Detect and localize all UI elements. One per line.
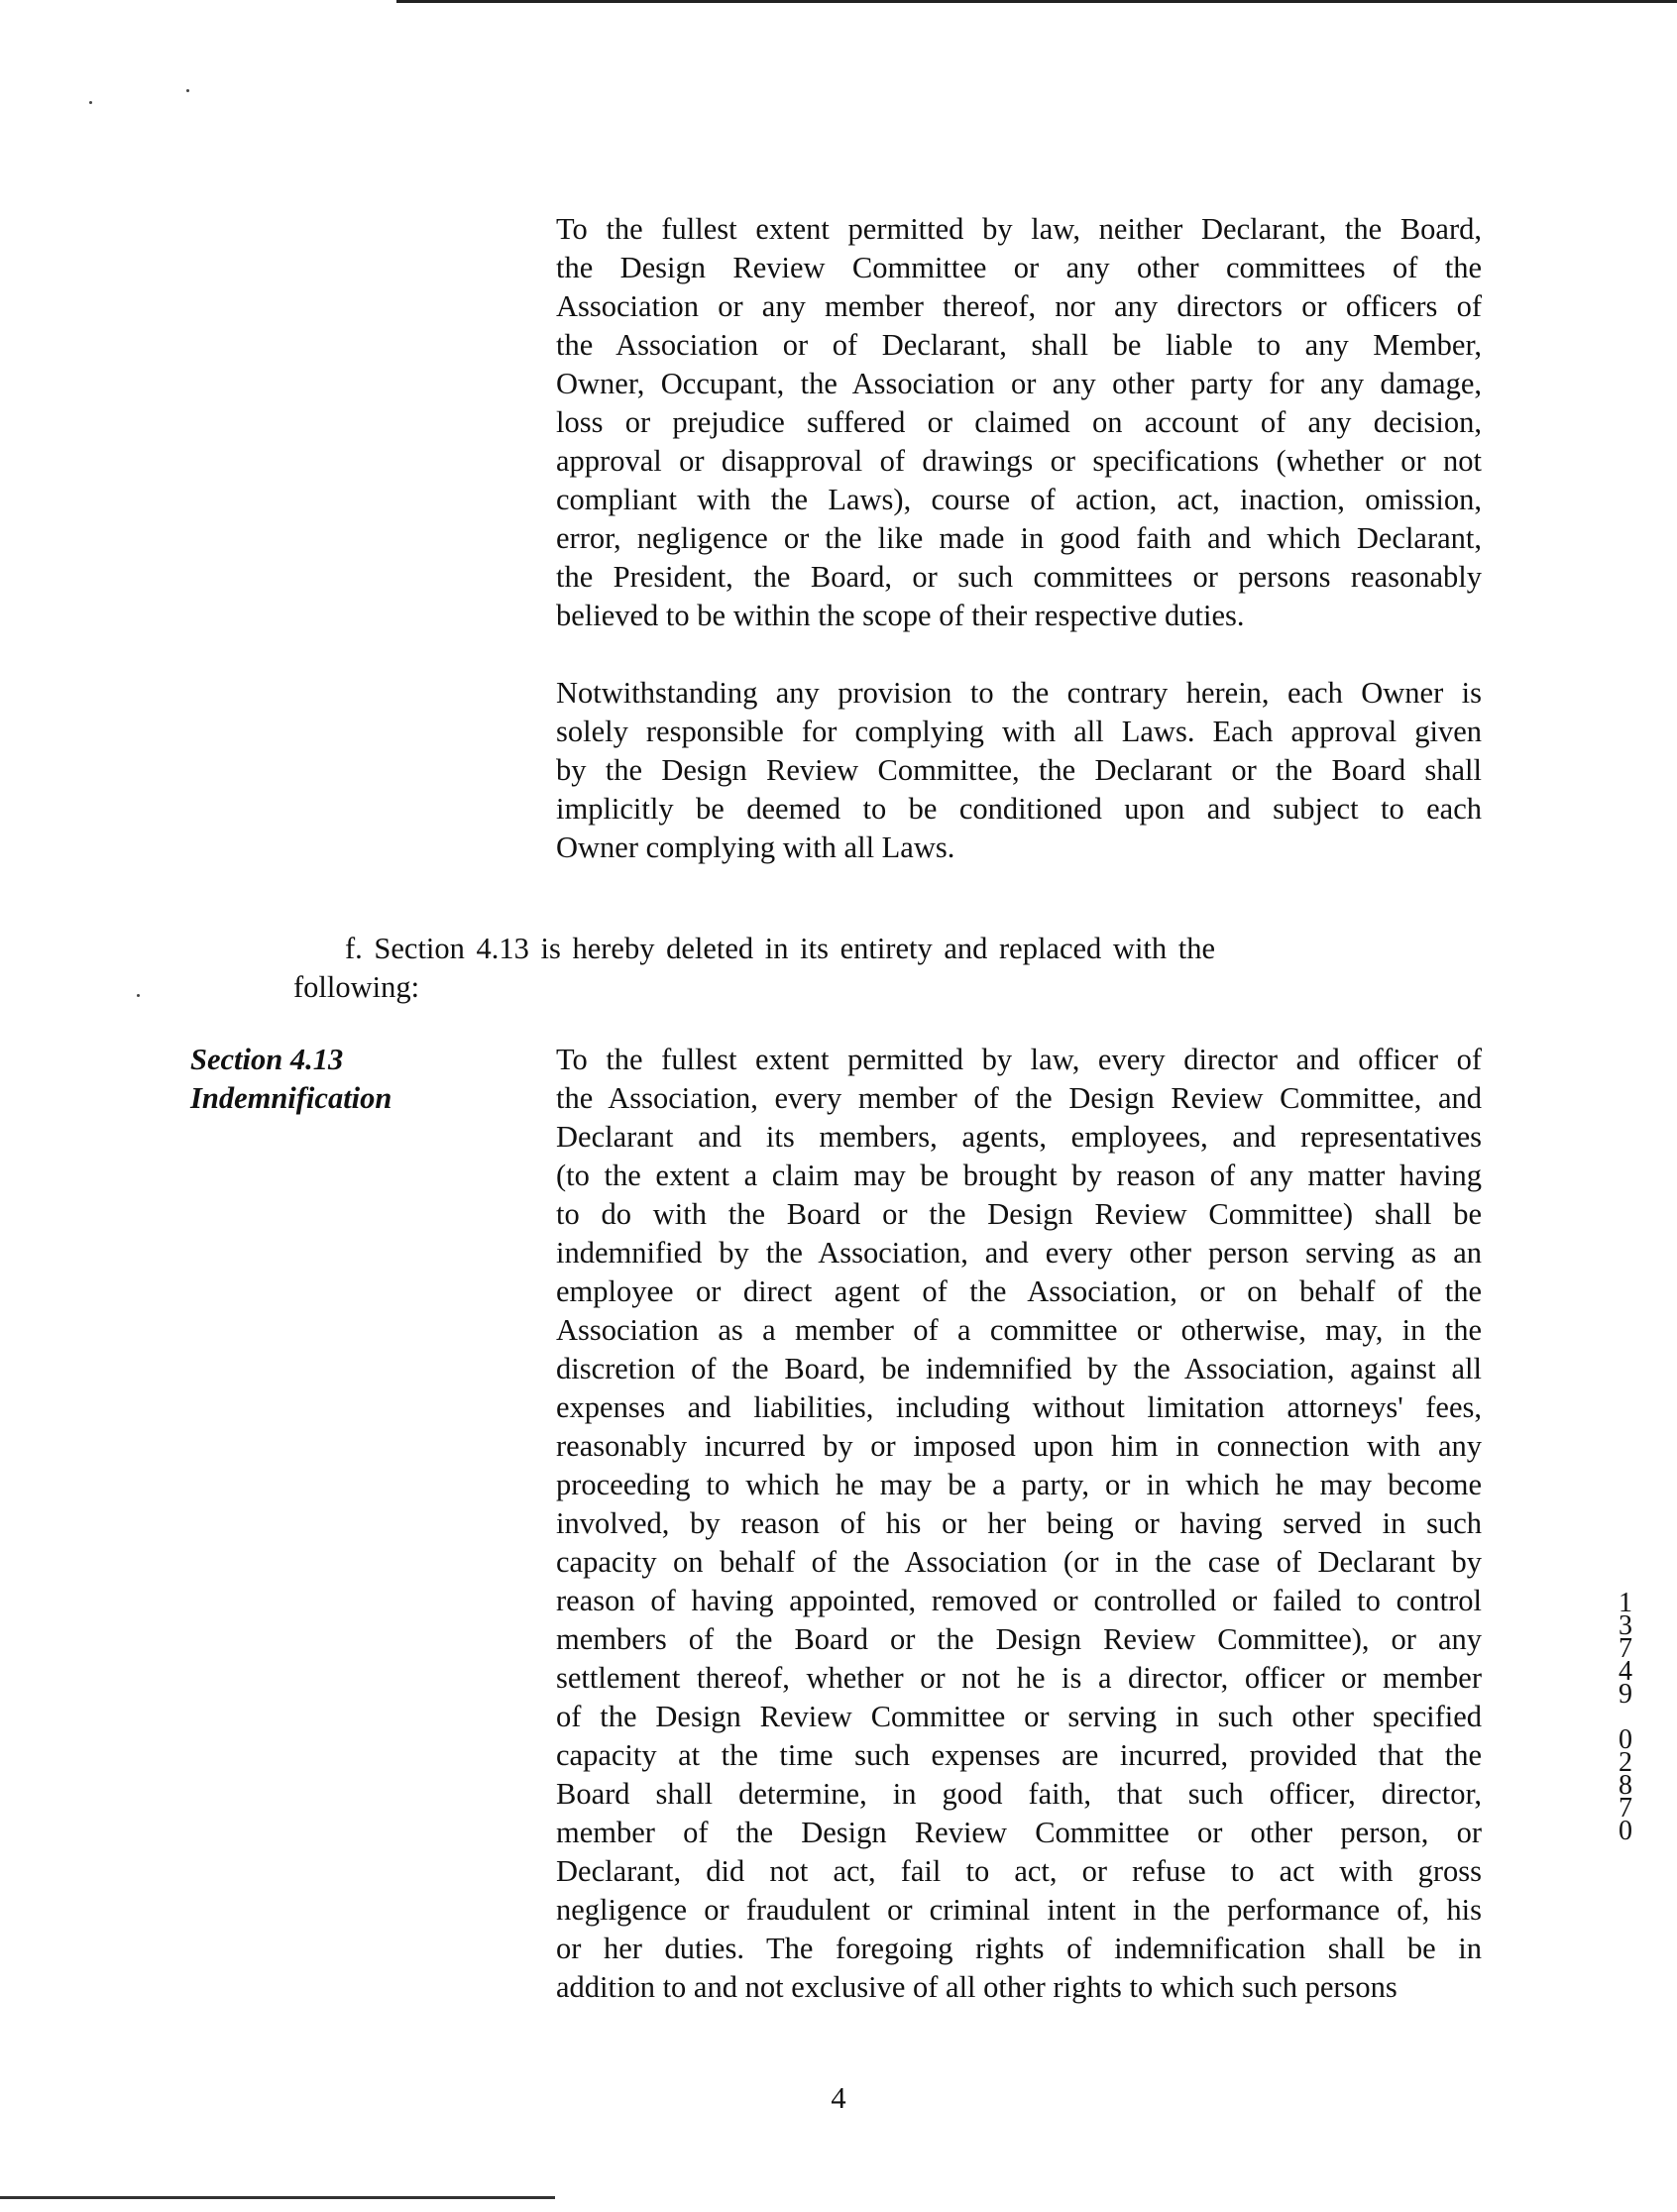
amendment-item-f [293, 930, 1384, 1007]
paragraph-line: Owner, Occupant, the Association or any other party for any damage, [556, 367, 1482, 400]
paragraph-line: reason of having appointed, removed or controlled or failed to control [556, 1584, 1482, 1617]
paragraph-line: of the Design Review Committee or serving in such other specified [556, 1700, 1482, 1733]
recording-digit: 0 [1619, 1724, 1632, 1755]
paragraph-line: proceeding to which he may be a party, or in which he may become [556, 1468, 1482, 1501]
paragraph-line: or her duties. The foregoing rights of indemnification shall be in [556, 1932, 1482, 1965]
paragraph-line: believed to be within the scope of their respective duties. [556, 599, 1245, 632]
paragraph-line: expenses and liabilities, including without limitation attorneys' fees, [556, 1390, 1482, 1424]
paragraph-line: solely responsible for complying with all Laws. Each approval given [556, 715, 1482, 748]
paragraph-line: the President, the Board, or such committees or persons reasonably [556, 560, 1482, 594]
paragraph-line: Declarant and its members, agents, employees, and representatives [556, 1120, 1482, 1154]
paragraph-compliance [556, 674, 1482, 867]
paragraph-line: To the fullest extent permitted by law, every director and officer of [556, 1043, 1482, 1076]
recording-digit: 3 [1619, 1610, 1632, 1641]
scan-speck [137, 994, 140, 997]
paragraph-line: negligence or fraudulent or criminal intent in the performance of, his [556, 1893, 1482, 1927]
page-number: 4 [831, 2081, 846, 2115]
recording-digit: 7 [1619, 1793, 1632, 1824]
scan-speck [89, 101, 92, 104]
paragraph-line: capacity on behalf of the Association (or in the case of Declarant by [556, 1545, 1482, 1579]
paragraph-line: member of the Design Review Committee or other person, or [556, 1816, 1482, 1849]
scan-border-bottom [0, 2196, 555, 2199]
paragraph-line: reasonably incurred by or imposed upon him in connection with any [556, 1429, 1482, 1463]
section-title: Indemnification [190, 1081, 392, 1115]
paragraph-line: (to the extent a claim may be brought by reason of any matter having [556, 1159, 1482, 1192]
scan-speck [186, 89, 189, 92]
paragraph-liability [556, 210, 1482, 635]
paragraph-line: employee or direct agent of the Association, or on behalf of the [556, 1274, 1482, 1308]
paragraph-line: approval or disapproval of drawings or specifications (whether or not [556, 444, 1482, 478]
recording-number [1614, 1588, 1637, 1846]
recording-digit: 0 [1619, 1816, 1632, 1846]
paragraph-line: discretion of the Board, be indemnified by the Association, against all [556, 1352, 1482, 1385]
recording-digit: 2 [1619, 1747, 1632, 1778]
paragraph-line: To the fullest extent permitted by law, neither Declarant, the Board, [556, 212, 1482, 246]
paragraph-line: to do with the Board or the Design Review Committee) shall be [556, 1197, 1482, 1231]
paragraph-line: the Association, every member of the Design Review Committee, and [556, 1081, 1482, 1115]
section-heading [190, 1041, 391, 1118]
paragraph-line: the Design Review Committee or any other committees of the [556, 251, 1482, 284]
paragraph-indemnification [556, 1041, 1482, 2007]
recording-digit: 1 [1619, 1588, 1632, 1618]
paragraph-line: Board shall determine, in good faith, that such officer, director, [556, 1777, 1482, 1811]
paragraph-line: Association or any member thereof, nor any directors or officers of [556, 289, 1482, 323]
paragraph-line: compliant with the Laws), course of action, act, inaction, omission, [556, 483, 1482, 516]
paragraph-line: Notwithstanding any provision to the contrary herein, each Owner is [556, 676, 1482, 710]
section-number: Section 4.13 [190, 1043, 344, 1076]
item-f-line-1: f. Section 4.13 is hereby deleted in its entirety and replaced with the [345, 932, 1216, 965]
recording-digit: 7 [1619, 1633, 1632, 1664]
paragraph-line: the Association or of Declarant, shall be liable to any Member, [556, 328, 1482, 362]
paragraph-line: by the Design Review Committee, the Declarant or the Board shall [556, 753, 1482, 787]
recording-digit: 8 [1619, 1770, 1632, 1801]
recording-digit: 9 [1619, 1679, 1632, 1710]
scan-border-top [396, 0, 1677, 3]
paragraph-line: Declarant, did not act, fail to act, or refuse to act with gross [556, 1854, 1482, 1888]
paragraph-line: members of the Board or the Design Review Committee), or any [556, 1622, 1482, 1656]
paragraph-line: Association as a member of a committee or otherwise, may, in the [556, 1313, 1482, 1347]
item-f-line-2: following: [293, 970, 420, 1004]
paragraph-line: addition to and not exclusive of all other rights to which such persons [556, 1970, 1398, 2004]
paragraph-line: Owner complying with all Laws. [556, 830, 955, 864]
paragraph-line: error, negligence or the like made in good faith and which Declarant, [556, 521, 1482, 555]
paragraph-line: involved, by reason of his or her being or having served in such [556, 1506, 1482, 1540]
paragraph-line: settlement thereof, whether or not he is a director, officer or member [556, 1661, 1482, 1695]
paragraph-line: loss or prejudice suffered or claimed on account of any decision, [556, 405, 1482, 439]
paragraph-line: capacity at the time such expenses are incurred, provided that the [556, 1738, 1482, 1772]
paragraph-line: indemnified by the Association, and every other person serving as an [556, 1236, 1482, 1270]
recording-digit: 4 [1619, 1656, 1632, 1687]
paragraph-line: implicitly be deemed to be conditioned upon and subject to each [556, 792, 1482, 826]
